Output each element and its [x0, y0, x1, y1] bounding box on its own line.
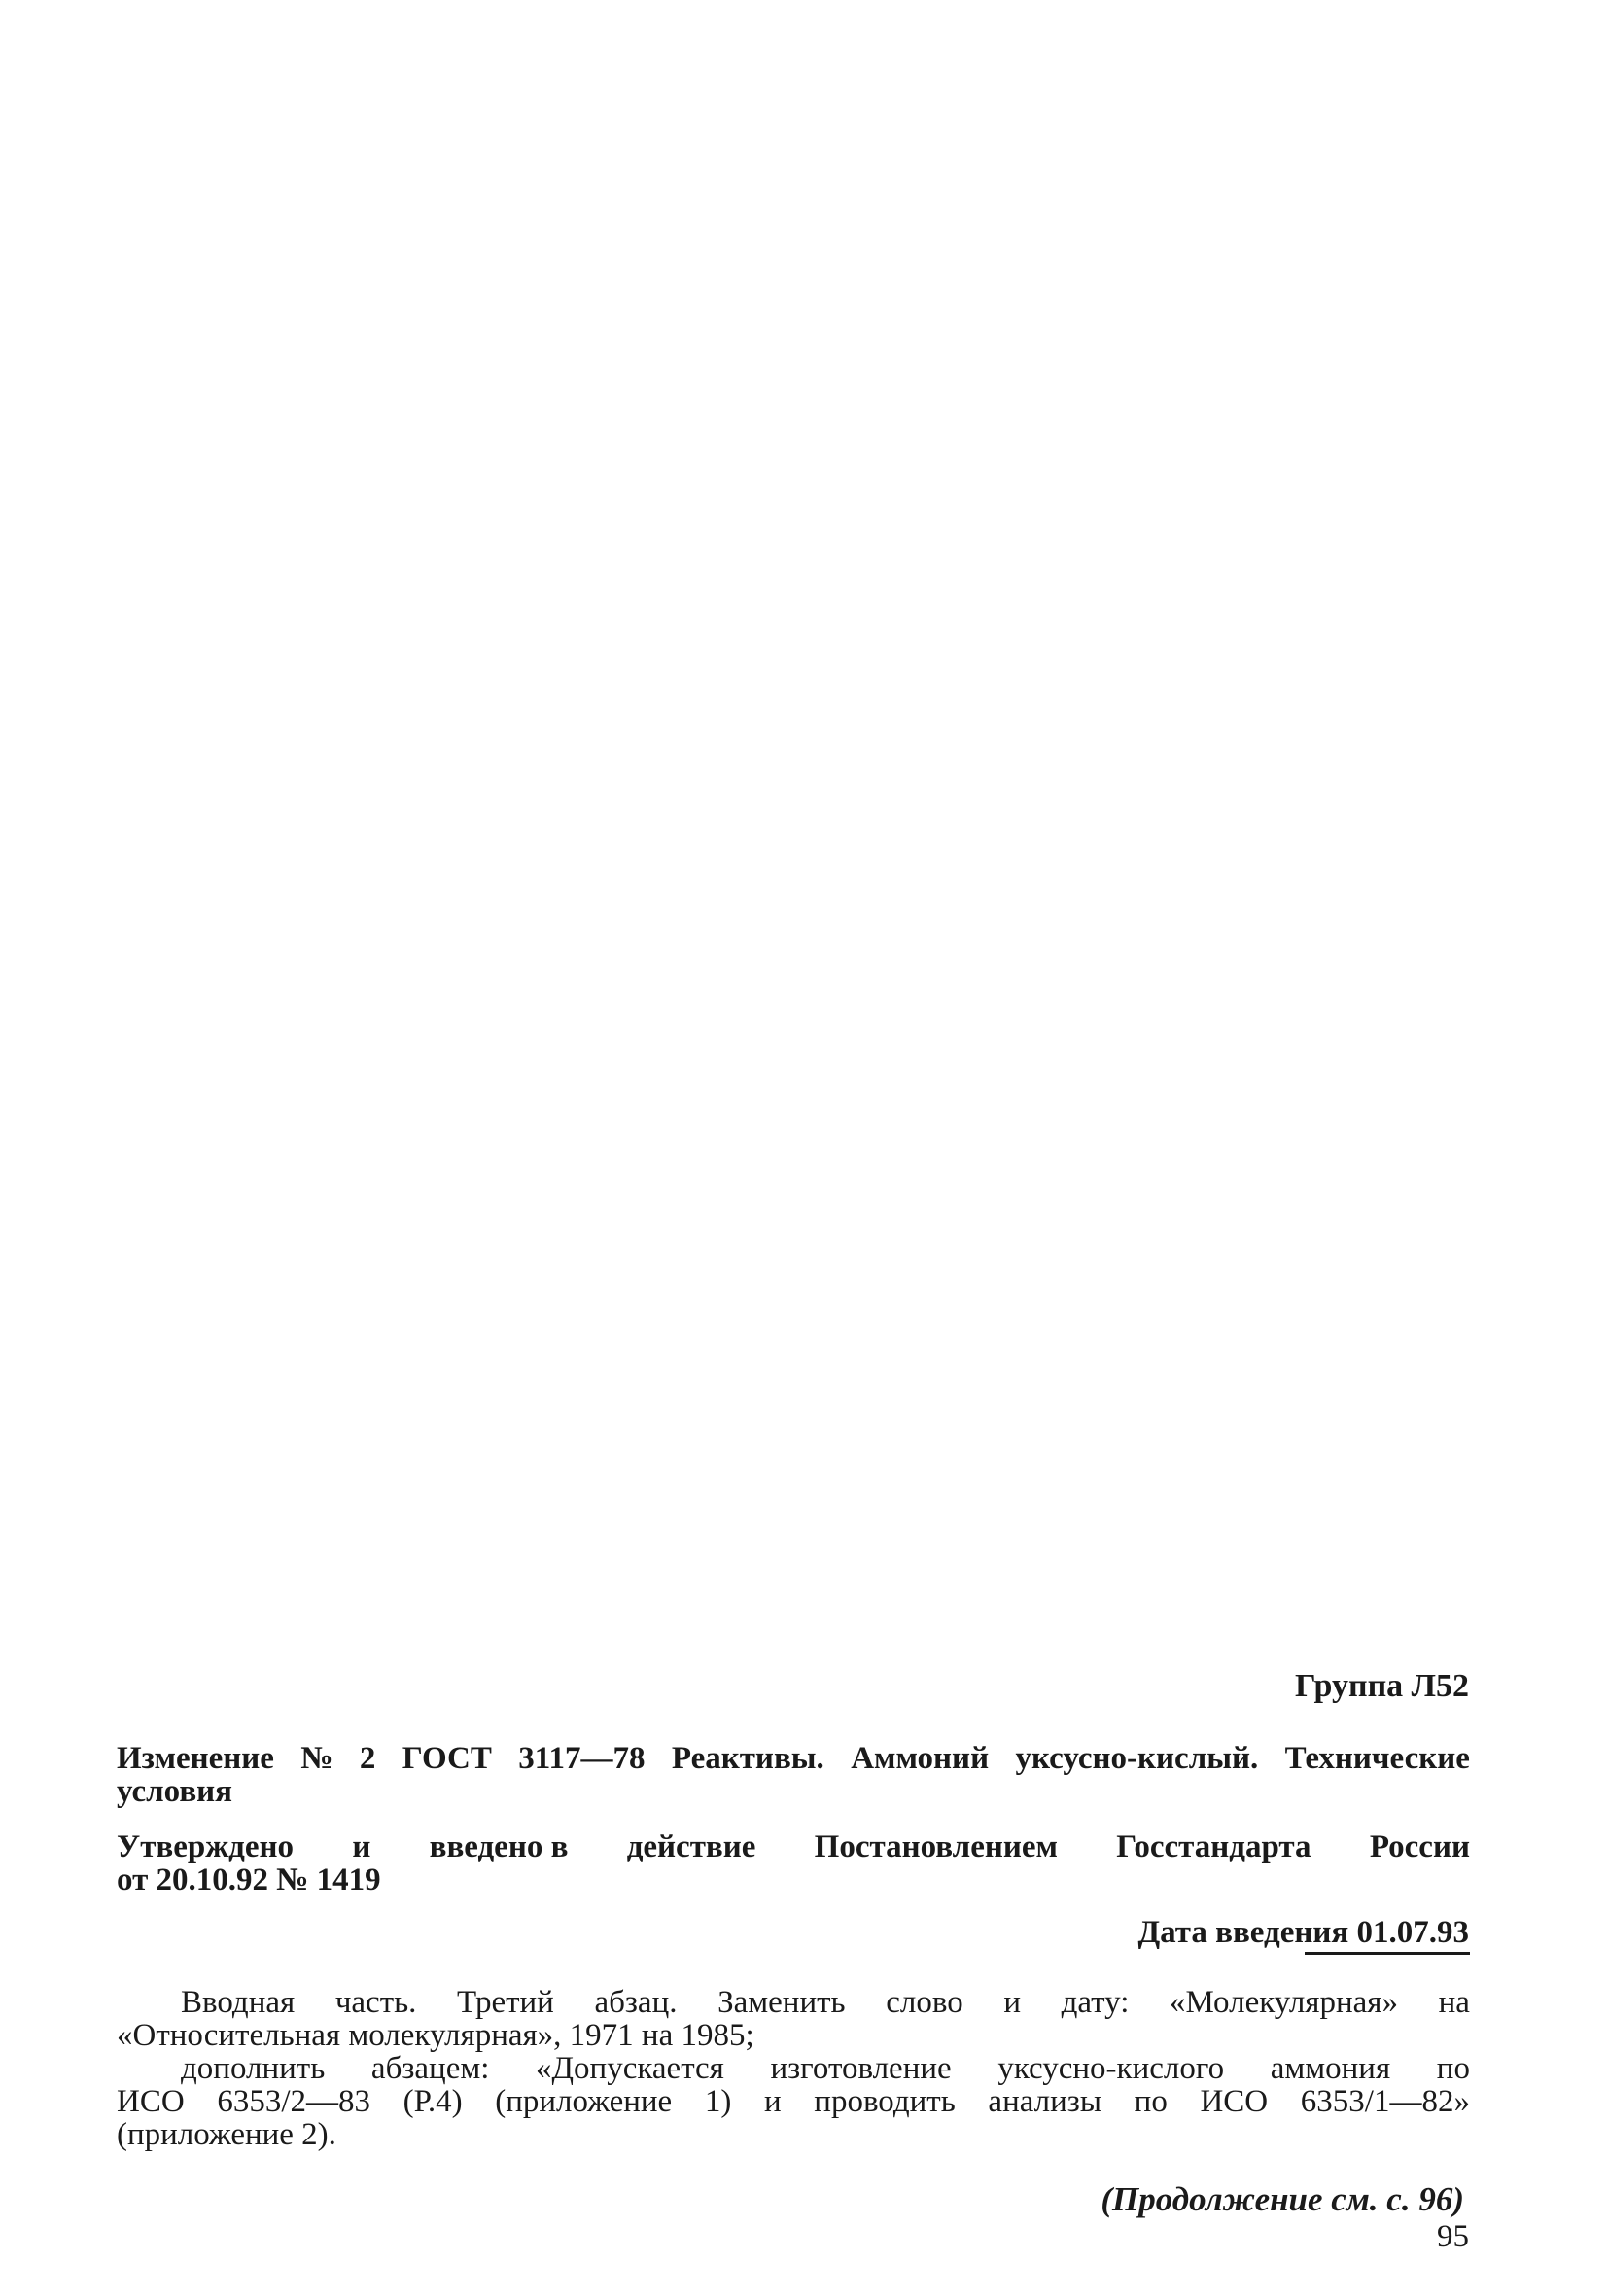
paragraph-2-word: изготовление	[770, 2051, 952, 2086]
title-word: 3117—78	[518, 1741, 646, 1776]
title-word: ГОСТ	[402, 1741, 492, 1776]
paragraph-2-word: (приложение	[495, 2084, 673, 2119]
approval-word: действие	[626, 1829, 756, 1864]
title-word: Технические	[1284, 1741, 1470, 1776]
paragraph-1-word: Заменить	[717, 1985, 846, 2020]
paragraph-2-word: (Р.4)	[402, 2084, 463, 2119]
paragraph-1-word: дату:	[1061, 1985, 1130, 2020]
approval-line-1	[117, 1828, 1470, 1865]
paragraph-2-word: абзацем:	[370, 2051, 490, 2086]
continuation-note: (Продолжение см. с. 96)	[1101, 2180, 1464, 2218]
paragraph-2-word: «Допускается	[536, 2051, 724, 2086]
paragraph-1-line-2: «Относительная молекулярная», 1971 на 1985;	[117, 2018, 754, 2053]
paragraph-2-word: 6353/1—82»	[1300, 2084, 1470, 2119]
paragraph-2-word: проводить	[814, 2084, 956, 2119]
title-word: Реактивы.	[671, 1741, 824, 1776]
document-title-line-2: условия	[117, 1774, 233, 1809]
effective-date-value: 01.07.93	[1356, 1915, 1469, 1950]
approval-word: и	[352, 1829, 371, 1864]
paragraph-1-word: абзац.	[594, 1985, 678, 2020]
effective-date-underline	[1305, 1952, 1470, 1955]
paragraph-2-word: анализы	[988, 2084, 1102, 2119]
paragraph-2-word: ИСО	[1200, 2084, 1269, 2119]
paragraph-1-word: «Молекулярная»	[1170, 1985, 1398, 2020]
paragraph-1-word: Вводная	[181, 1985, 296, 2020]
title-word: Аммоний	[851, 1741, 990, 1776]
paragraph-2-word: уксусно-кислого	[997, 2051, 1225, 2086]
approval-word: Утверждено	[117, 1829, 295, 1864]
paragraph-2-word: 1)	[704, 2084, 732, 2119]
paragraph-1-word: на	[1438, 1985, 1470, 2020]
paragraph-2-word: аммония	[1270, 2051, 1391, 2086]
document-title-line-1	[117, 1740, 1470, 1777]
approval-word: Постановлением	[814, 1829, 1058, 1864]
title-word: 2	[359, 1741, 376, 1776]
paragraph-1-word: Третий	[457, 1985, 554, 2020]
paragraph-2-line-2	[117, 2083, 1470, 2120]
title-word: уксусно-кислый.	[1015, 1741, 1259, 1776]
paragraph-2-word: дополнить	[181, 2051, 326, 2086]
paragraph-2-word: 6353/2—83	[217, 2084, 370, 2119]
paragraph-2-line-1	[181, 2050, 1470, 2087]
paragraph-2-word: и	[763, 2084, 782, 2119]
group-code: Группа Л52	[1295, 1668, 1469, 1704]
approval-word: Госстандарта	[1116, 1829, 1311, 1864]
paragraph-1-line-1	[181, 1984, 1470, 2021]
approval-word: России	[1369, 1829, 1470, 1864]
paragraph-2-word: по	[1436, 2051, 1470, 2086]
paragraph-1-word: часть.	[334, 1985, 417, 2020]
effective-date	[1137, 1914, 1469, 1951]
paragraph-2-word: по	[1134, 2084, 1168, 2119]
title-word: №	[300, 1741, 333, 1776]
paragraph-2-line-3: (приложение 2).	[117, 2117, 336, 2152]
title-word: Изменение	[117, 1741, 274, 1776]
paragraph-2-word: ИСО	[117, 2084, 185, 2119]
effective-date-label: Дата введения	[1137, 1915, 1349, 1950]
approval-word: введено в	[429, 1829, 569, 1864]
approval-line-2: от 20.10.92 № 1419	[117, 1862, 381, 1897]
paragraph-1-word: и	[1003, 1985, 1021, 2020]
page-number: 95	[1437, 2219, 1469, 2254]
paragraph-1-word: слово	[886, 1985, 963, 2020]
